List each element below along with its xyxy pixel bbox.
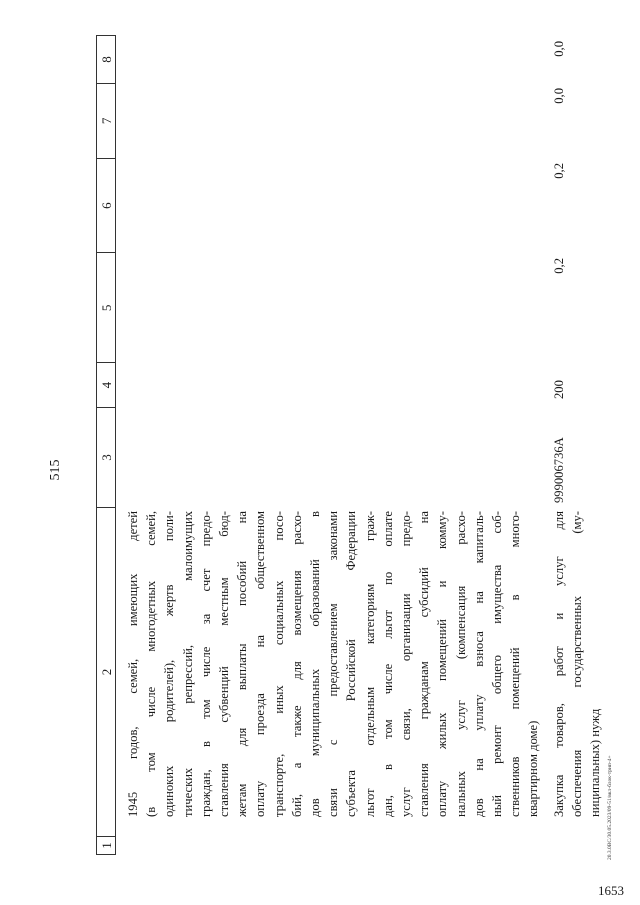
description-line: ственников помещений в много- — [508, 511, 523, 817]
description-line: тических репрессий, малоимущих — [180, 511, 195, 817]
cell-col-3 — [124, 407, 543, 507]
cell-col-8 — [124, 35, 543, 82]
header-col-5: 5 — [97, 252, 115, 362]
table-header — [96, 35, 116, 855]
value-col-6: 0,2 — [551, 163, 566, 179]
value-col-5: 0,2 — [551, 258, 566, 274]
cell-col-4 — [124, 362, 543, 407]
description-line: квартирном доме) — [526, 720, 541, 817]
page-number-top: 515 — [48, 459, 63, 481]
description-line: 1945 годов, семей, имеющих детей — [126, 511, 140, 817]
target-article-code: 999006736А — [551, 437, 566, 503]
description-line: жетам для выплаты пособий на — [235, 511, 250, 817]
budget-table — [96, 35, 603, 855]
description-line: дов муниципальных образований в — [308, 511, 323, 817]
description-line: бий, а также для возмещения расхо- — [289, 511, 304, 817]
description-line: связи с предоставлением законами — [326, 511, 341, 817]
cell-col-5 — [124, 252, 543, 362]
header-col-3: 3 — [97, 407, 115, 507]
cell-col-6 — [124, 157, 543, 252]
header-col-6: 6 — [97, 158, 115, 253]
document-code-text: 20.3.0ВС/30.05.2023/09-51/вкл-блок-трип-4+ — [607, 755, 613, 860]
value-col-8: 0,0 — [551, 41, 566, 57]
description-line: обеспечения государственных (му- — [569, 511, 584, 817]
page-number-bottom: 1653 — [598, 883, 624, 898]
description-line: льгот отдельным категориям граж- — [362, 511, 377, 817]
value-col-7: 0,0 — [551, 88, 566, 104]
table-row — [124, 35, 543, 855]
cell-col-1 — [124, 837, 543, 855]
cell-col-1 — [550, 837, 605, 855]
description-line: ставления гражданам субсидий на — [417, 511, 432, 817]
header-col-1: 1 — [97, 836, 115, 854]
document-code — [607, 40, 623, 860]
table-row — [550, 35, 605, 855]
description-line: услуг связи, организации предо- — [399, 511, 414, 817]
description-line: дан, в том числе льгот по оплате — [380, 511, 395, 817]
header-col-8: 8 — [99, 56, 114, 63]
description-line: граждан, в том числе за счет предо- — [198, 511, 213, 817]
description-line: оплату жилых помещений и комму- — [435, 511, 450, 817]
header-col-4: 4 — [97, 362, 115, 407]
header-col-2: 2 — [97, 507, 115, 836]
description-line: Закупка товаров, работ и услуг для — [551, 511, 566, 817]
row-description — [124, 507, 543, 837]
row-description — [550, 507, 605, 837]
description-line: одиноких родителей), жертв поли- — [162, 511, 177, 817]
description-line: транспорте, иных социальных посо- — [271, 511, 286, 817]
description-line: ставления субвенций местным бюд- — [217, 511, 232, 817]
cell-col-7 — [124, 82, 543, 157]
description-line: ниципальных) нужд — [588, 708, 603, 817]
description-line: дов на уплату взноса на капиталь- — [471, 511, 486, 817]
description-line: ный ремонт общего имущества соб- — [490, 511, 505, 817]
expense-type-code: 200 — [551, 380, 566, 399]
description-line: субъекта Российской Федерации — [344, 511, 359, 817]
header-col-7: 7 — [97, 83, 115, 158]
description-line: оплату проезда на общественном — [253, 511, 268, 817]
description-line: (в том числе многодетных семей, — [144, 511, 159, 817]
description-line: нальных услуг (компенсация расхо- — [453, 511, 468, 817]
